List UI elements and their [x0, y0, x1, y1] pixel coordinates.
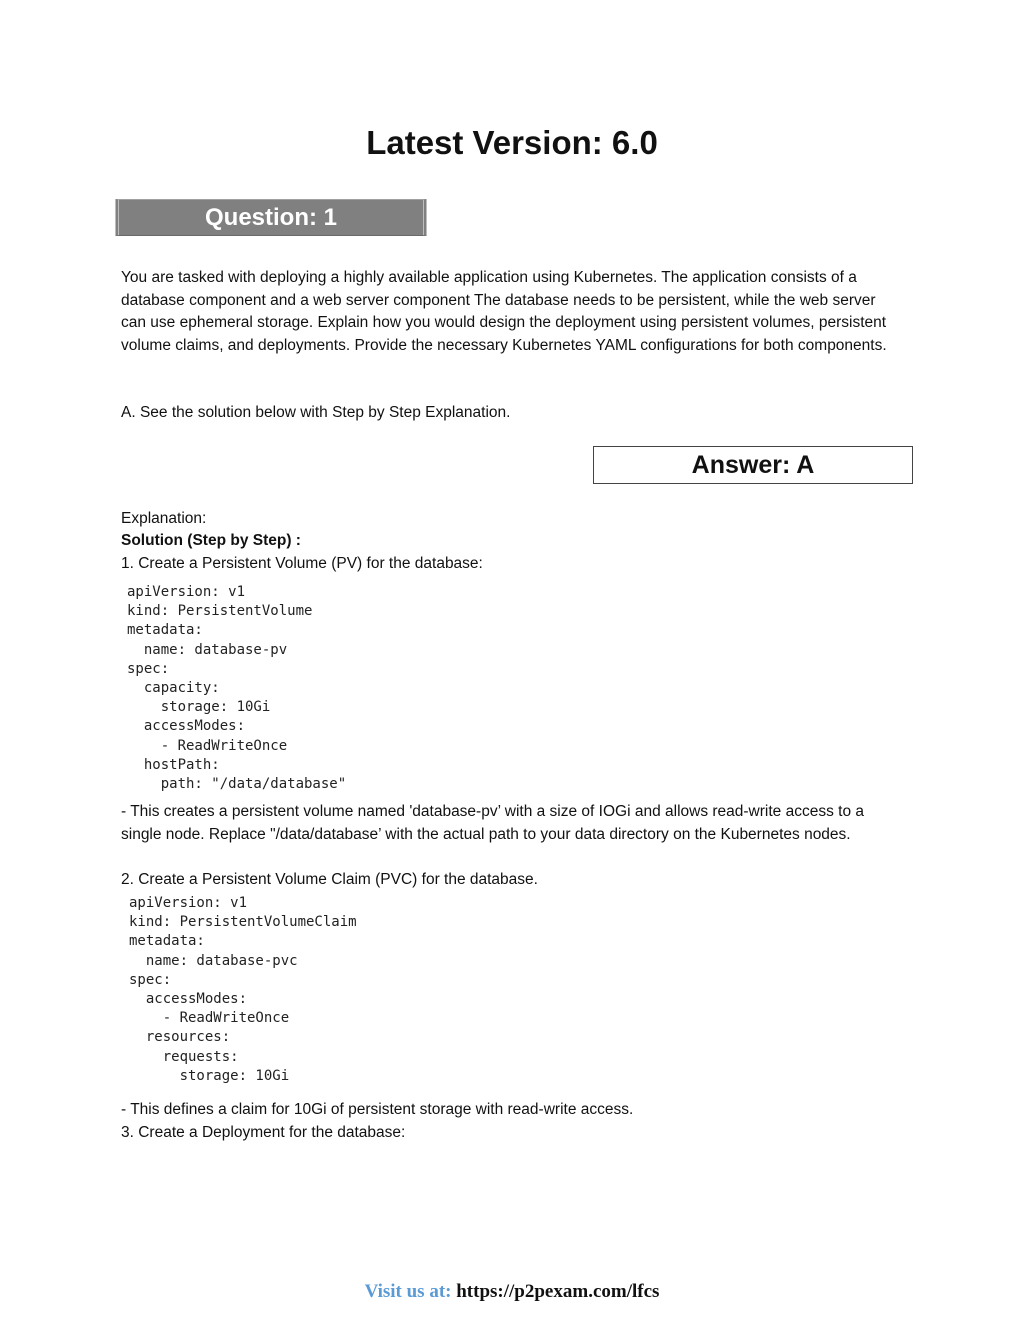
question-label: Question: 1 — [204, 204, 337, 231]
question-text: You are tasked with deploying a highly available application using Kubernetes. The application consists of a database component and a web server component The database needs to be persistent, while the web server can use ephemeral storage. Explain how you would design the deployment using persistent volumes, persistent volume claims, and deployments. Provide the necessary Kubernetes YAML configurations for both components. — [121, 269, 887, 354]
question-banner — [115, 199, 427, 236]
footer-visit-label: Visit us at: — [364, 1281, 452, 1302]
solution-heading: Solution (Step by Step) : — [121, 532, 301, 549]
note-2: - This defines a claim for 10Gi of persistent storage with read-write access. — [121, 1101, 634, 1118]
page-title: Latest Version: 6.0 — [366, 124, 658, 161]
step-2: 2. Create a Persistent Volume Claim (PVC) for the database. — [121, 871, 538, 888]
code-block-pvc: apiVersion: v1 kind: PersistentVolumeClaim metadata: name: database-pvc spec: accessModes: - ReadWriteOnce resources: requests: storage: 10Gi — [129, 895, 357, 1084]
option-a: A. See the solution below with Step by Step Explanation. — [121, 404, 511, 421]
footer — [0, 1281, 1024, 1303]
footer-url-link[interactable]: https://p2pexam.com/lfcs — [456, 1281, 660, 1302]
step-1: 1. Create a Persistent Volume (PV) for the database: — [121, 555, 483, 572]
step-3: 3. Create a Deployment for the database: — [121, 1124, 406, 1141]
code-block-pv: apiVersion: v1 kind: PersistentVolume metadata: name: database-pv spec: capacity: storage: 10Gi accessModes: - ReadWriteOnce hostPath: path: "/data/database" — [127, 584, 347, 793]
answer-label: Answer: A — [691, 451, 815, 479]
answer-box — [593, 446, 913, 484]
note-1: - This creates a persistent volume named 'database-pv’ with a size of IOGi and allows read-write access to a single node. Replace "/data/database’ with the actual path to your data directory on the Kubernetes nodes. — [121, 803, 864, 843]
explanation-heading: Explanation: — [121, 510, 207, 527]
